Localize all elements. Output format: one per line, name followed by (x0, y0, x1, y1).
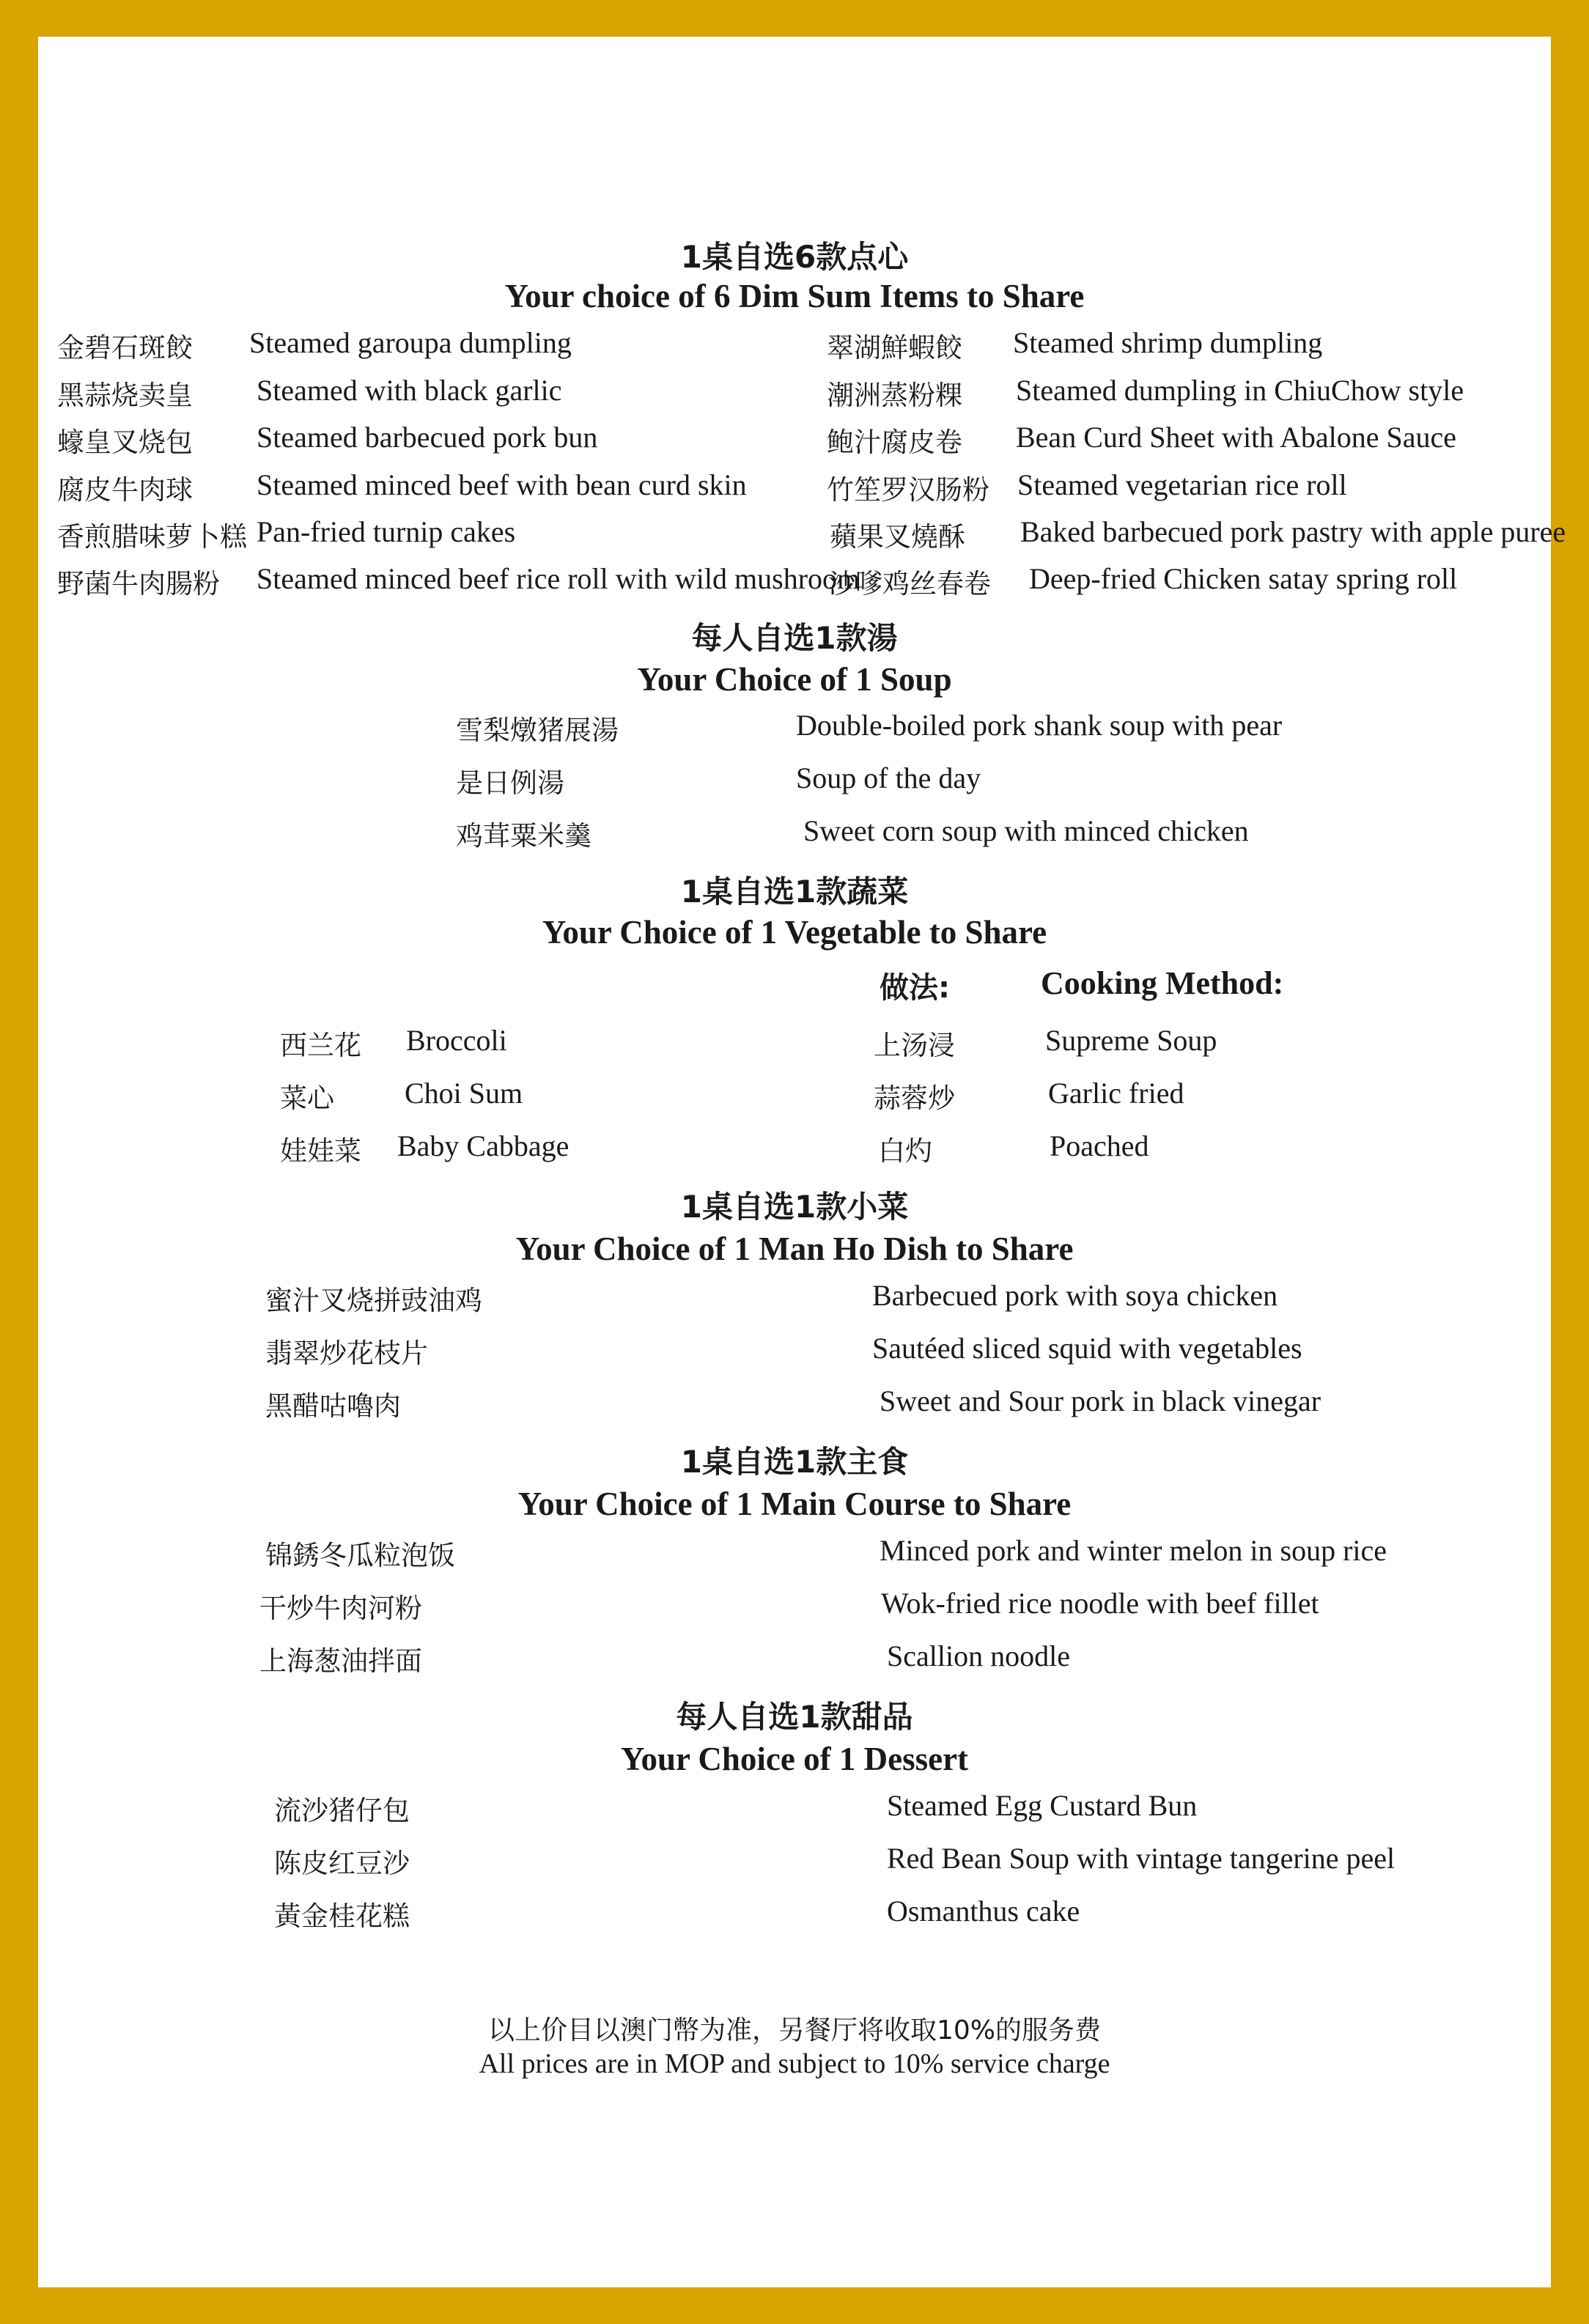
dessert-0-en: Steamed Egg Custard Bun (887, 1789, 1198, 1822)
method-0-zh: 上汤浸 (874, 1030, 955, 1061)
main-title-en: Your Choice of 1 Main Course to Share (517, 1486, 1072, 1522)
dimsum-left-5-en: Steamed minced beef rice roll with wild mushroom (257, 562, 860, 595)
dimsum-left-2-zh: 蠔皇叉烧包 (57, 427, 193, 458)
method-2-zh: 白灼 (878, 1135, 932, 1167)
dessert-2-zh: 黃金桂花糕 (274, 1900, 410, 1932)
dimsum-right-1-en: Steamed dumpling in ChiuChow style (1016, 374, 1464, 407)
main-1-zh: 干炒牛肉河粉 (259, 1593, 422, 1624)
dimsum-left-1-en: Steamed with black garlic (257, 374, 562, 407)
soup-1-zh: 是日例湯 (456, 767, 564, 799)
dimsum-right-0-en: Steamed shrimp dumpling (1013, 326, 1323, 359)
vegetable-2-en: Baby Cabbage (397, 1129, 569, 1162)
method-0-en: Supreme Soup (1045, 1024, 1217, 1057)
soup-title-zh: 每人自选1款湯 (691, 620, 898, 656)
dimsum-left-4-zh: 香煎腊味萝卜糕 (57, 521, 247, 553)
vegetable-title-zh: 1桌自选1款蔬菜 (680, 874, 909, 910)
dimsum-left-0-zh: 金碧石斑餃 (57, 332, 193, 364)
dessert-1-zh: 陈皮红豆沙 (274, 1848, 410, 1879)
soup-0-zh: 雪梨燉猪展湯 (456, 715, 619, 746)
method-2-en: Poached (1050, 1129, 1149, 1162)
manho-title-en: Your Choice of 1 Man Ho Dish to Share (515, 1231, 1074, 1267)
dimsum-title-en: Your choice of 6 Dim Sum Items to Share (504, 278, 1085, 314)
dimsum-left-3-en: Steamed minced beef with bean curd skin (257, 468, 747, 501)
vegetable-1-en: Choi Sum (405, 1077, 523, 1110)
cooking-method-en: Cooking Method: (1041, 965, 1284, 1001)
dimsum-right-4-zh: 蘋果叉燒酥 (830, 521, 965, 553)
soup-title-en: Your Choice of 1 Soup (637, 661, 952, 698)
dimsum-left-4-en: Pan-fried turnip cakes (257, 515, 516, 548)
dimsum-left-3-zh: 腐皮牛肉球 (57, 474, 193, 506)
main-1-en: Wok-fried rice noodle with beef fillet (881, 1587, 1319, 1620)
soup-2-zh: 鸡茸粟米羹 (456, 820, 591, 852)
vegetable-0-en: Broccoli (406, 1024, 507, 1057)
dimsum-right-1-zh: 潮洲蒸粉粿 (827, 380, 962, 411)
manho-1-en: Sautéed sliced squid with vegetables (872, 1332, 1302, 1365)
dimsum-title-zh: 1桌自选6款点心 (680, 239, 909, 275)
dimsum-right-2-zh: 鲍汁腐皮卷 (827, 427, 962, 458)
method-1-en: Garlic fried (1048, 1077, 1184, 1110)
footer-note-en: All prices are in MOP and subject to 10% service charge (479, 2048, 1110, 2079)
dessert-title-en: Your Choice of 1 Dessert (620, 1741, 969, 1777)
dimsum-right-5-en: Deep-fried Chicken satay spring roll (1029, 562, 1458, 595)
vegetable-1-zh: 菜心 (280, 1082, 334, 1114)
dimsum-right-0-zh: 翠湖鮮蝦餃 (827, 332, 962, 364)
dimsum-left-0-en: Steamed garoupa dumpling (249, 326, 572, 359)
main-0-en: Minced pork and winter melon in soup rice (880, 1534, 1387, 1567)
dessert-2-en: Osmanthus cake (887, 1895, 1080, 1928)
main-2-zh: 上海葱油拌面 (259, 1645, 422, 1677)
vegetable-title-en: Your Choice of 1 Vegetable to Share (542, 914, 1047, 951)
main-0-zh: 锦銹冬瓜粒泡饭 (265, 1540, 455, 1571)
soup-1-en: Soup of the day (796, 761, 981, 794)
vegetable-0-zh: 西兰花 (280, 1030, 361, 1061)
dimsum-right-5-zh: 沙嗲鸡丝春卷 (828, 568, 991, 600)
dimsum-right-3-zh: 竹笙罗汉肠粉 (827, 474, 989, 506)
manho-2-zh: 黑醋咕嚕肉 (265, 1390, 401, 1422)
soup-2-en: Sweet corn soup with minced chicken (803, 814, 1249, 847)
dimsum-left-1-zh: 黑蒜烧卖皇 (57, 380, 193, 411)
footer-note-zh: 以上价目以澳门幣为准，另餐厅将收取10%的服务费 (487, 2015, 1102, 2046)
main-2-en: Scallion noodle (887, 1639, 1070, 1672)
main-title-zh: 1桌自选1款主食 (680, 1444, 909, 1480)
vegetable-2-zh: 娃娃菜 (280, 1135, 361, 1167)
method-1-zh: 蒜蓉炒 (874, 1082, 955, 1114)
soup-0-en: Double-boiled pork shank soup with pear (796, 709, 1283, 742)
dimsum-right-2-en: Bean Curd Sheet with Abalone Sauce (1016, 421, 1456, 454)
dimsum-left-5-zh: 野菌牛肉腸粉 (57, 568, 220, 600)
menu-page (38, 37, 1566, 2287)
manho-title-zh: 1桌自选1款小菜 (680, 1189, 909, 1225)
dessert-title-zh: 每人自选1款甜品 (676, 1699, 913, 1735)
manho-0-en: Barbecued pork with soya chicken (872, 1279, 1278, 1312)
manho-2-en: Sweet and Sour pork in black vinegar (880, 1384, 1321, 1417)
dessert-1-en: Red Bean Soup with vintage tangerine peel (887, 1842, 1396, 1875)
dessert-0-zh: 流沙猪仔包 (274, 1795, 410, 1826)
cooking-method-zh: 做法: (880, 971, 950, 1005)
manho-1-zh: 翡翠炒花枝片 (265, 1338, 428, 1369)
dimsum-right-4-en: Baked barbecued pork pastry with apple puree (1020, 515, 1566, 548)
manho-0-zh: 蜜汁叉烧拼豉油鸡 (265, 1285, 482, 1316)
dimsum-left-2-en: Steamed barbecued pork bun (257, 421, 598, 454)
dimsum-right-3-en: Steamed vegetarian rice roll (1017, 468, 1347, 501)
